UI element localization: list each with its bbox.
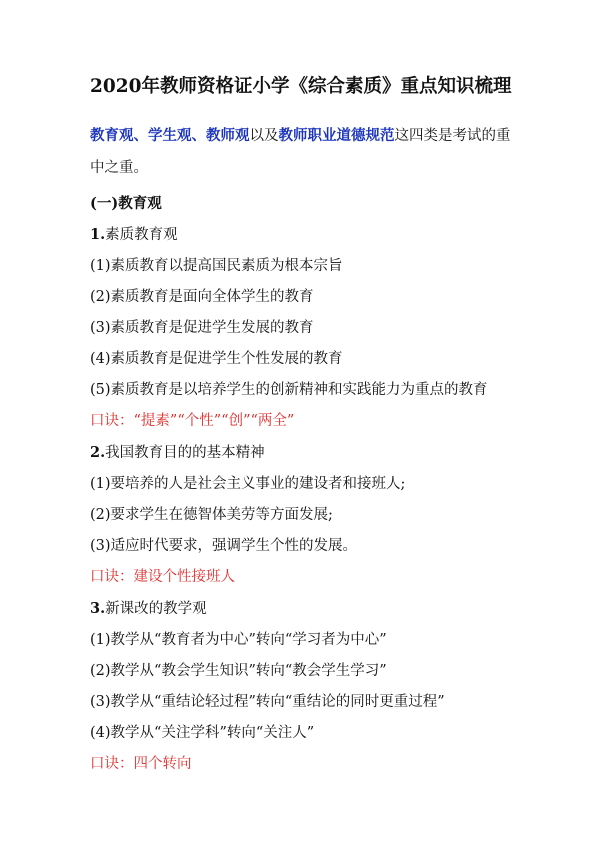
list-item: (1)要培养的人是社会主义事业的建设者和接班人; bbox=[90, 476, 406, 492]
mnemonic: 口诀：四个转向 bbox=[90, 756, 192, 772]
intro-paragraph bbox=[90, 120, 520, 184]
list-item: (4)教学从“关注学科”转向“关注人” bbox=[90, 725, 315, 741]
mnemonic: 口诀：“提素”“个性”“创”“两全” bbox=[90, 413, 295, 429]
point-title: 素质教育观 bbox=[105, 227, 178, 243]
list-item: (4)素质教育是促进学生个性发展的教育 bbox=[90, 351, 343, 367]
list-item: (2)教学从“教会学生知识”转向“教会学生学习” bbox=[90, 663, 387, 679]
keyword-ethics: 教师职业道德规范 bbox=[278, 127, 395, 144]
point-heading bbox=[90, 437, 550, 469]
point-number: 3. bbox=[90, 600, 106, 617]
list-item: (1)教学从“教育者为中心”转向“学习者为中心” bbox=[90, 632, 387, 648]
keyword-separator: 、 bbox=[133, 127, 148, 144]
point-number: 2. bbox=[90, 444, 106, 461]
point-heading bbox=[90, 219, 550, 251]
point-number: 1. bbox=[90, 226, 106, 243]
list-item: (5)素质教育是以培养学生的创新精神和实践能力为重点的教育 bbox=[90, 382, 488, 398]
point-heading bbox=[90, 593, 550, 625]
list-item: (3)素质教育是促进学生发展的教育 bbox=[90, 320, 314, 336]
document-title: 2020年教师资格证小学《综合素质》重点知识梳理 bbox=[90, 76, 512, 97]
intro-connector: 以及 bbox=[249, 128, 279, 144]
list-item: (2)要求学生在德智体美劳等方面发展; bbox=[90, 507, 333, 523]
list-item: (1)素质教育以提高国民素质为根本宗旨 bbox=[90, 258, 343, 274]
keyword-separator: 、 bbox=[191, 127, 206, 144]
point-title: 新课改的教学观 bbox=[105, 601, 207, 617]
list-item: (3)适应时代要求，强调学生个性的发展。 bbox=[90, 538, 358, 554]
point-title: 我国教育目的的基本精神 bbox=[105, 445, 265, 461]
mnemonic: 口诀：建设个性接班人 bbox=[90, 569, 235, 585]
keyword-teacher-view: 教师观 bbox=[206, 127, 250, 144]
list-item: (2)素质教育是面向全体学生的教育 bbox=[90, 289, 314, 305]
keyword-student-view: 学生观 bbox=[148, 127, 192, 144]
list-item: (3)教学从“重结论轻过程”转向“重结论的同时更重过程” bbox=[90, 694, 445, 710]
keyword-education-view: 教育观 bbox=[90, 127, 134, 144]
intro-rest: 这四类是考试的重中之重。 bbox=[90, 128, 511, 176]
section-heading: (一)教育观 bbox=[90, 195, 162, 212]
